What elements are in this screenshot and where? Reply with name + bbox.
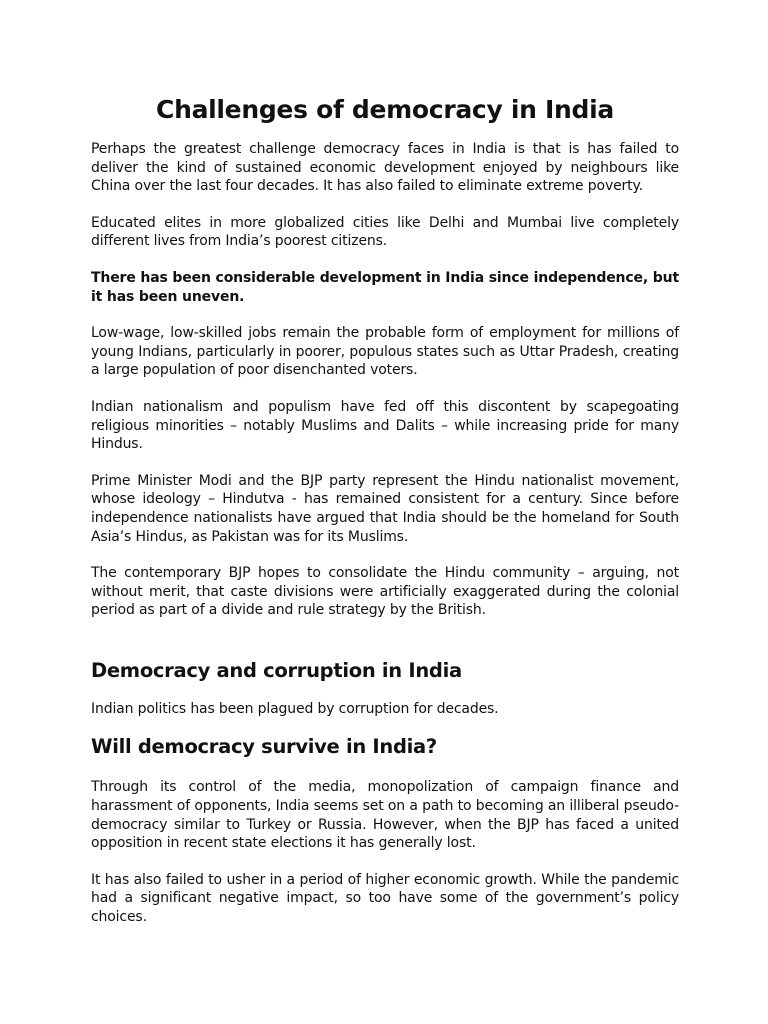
paragraph-educated-elites: Educated elites in more globalized cities like Delhi and Mumbai live completely different lives from India’s poorest citizens.	[91, 214, 679, 250]
paragraph-media-control: Through its control of the media, monopolization of campaign finance and harassment of opponents, India seems set on a path to becoming an illiberal pseudo-democracy similar to Turkey or Russia. However, when the BJP has faced a united opposition in recent state elections it has generally lost.	[91, 779, 679, 852]
paragraph-uneven-development: There has been considerable development in India since independence, but it has been uneven.	[91, 269, 679, 305]
paragraph-modi-bjp: Prime Minister Modi and the BJP party represent the Hindu nationalist movement, whose ideology – Hindutva - has remained consistent for a century. Since before independence nationalists have argued that India should be the homeland for South Asia’s Hindus, as Pakistan was for its Muslims.	[91, 472, 679, 545]
heading-democracy-corruption: Democracy and corruption in India	[91, 658, 462, 682]
heading-democracy-survive: Will democracy survive in India?	[91, 735, 437, 759]
paragraph-economic-development: Perhaps the greatest challenge democracy faces in India is that is has failed to deliver the kind of sustained economic development enjoyed by neighbours like China over the last four decades. It has also failed to eliminate extreme poverty.	[91, 141, 679, 195]
paragraph-contemporary-bjp: The contemporary BJP hopes to consolidate the Hindu community – arguing, not without merit, that caste divisions were artificially exaggerated during the colonial period as part of a divide and rule strategy by the British.	[91, 565, 679, 619]
paragraph-nationalism-populism: Indian nationalism and populism have fed off this discontent by scapegoating religious minorities – notably Muslims and Dalits – while increasing pride for many Hindus.	[91, 398, 679, 453]
paragraph-low-wage-jobs: Low-wage, low-skilled jobs remain the probable form of employment for millions of young Indians, particularly in poorer, populous states such as Uttar Pradesh, creating a large population of poor disenchanted voters.	[91, 325, 679, 379]
paragraph-economic-growth: It has also failed to usher in a period of higher economic growth. While the pandemic had a significant negative impact, so too have some of the government’s policy choices.	[91, 871, 679, 926]
paragraph-corruption: Indian politics has been plagued by corruption for decades.	[91, 700, 499, 717]
page-title: Challenges of democracy in India	[156, 95, 614, 124]
